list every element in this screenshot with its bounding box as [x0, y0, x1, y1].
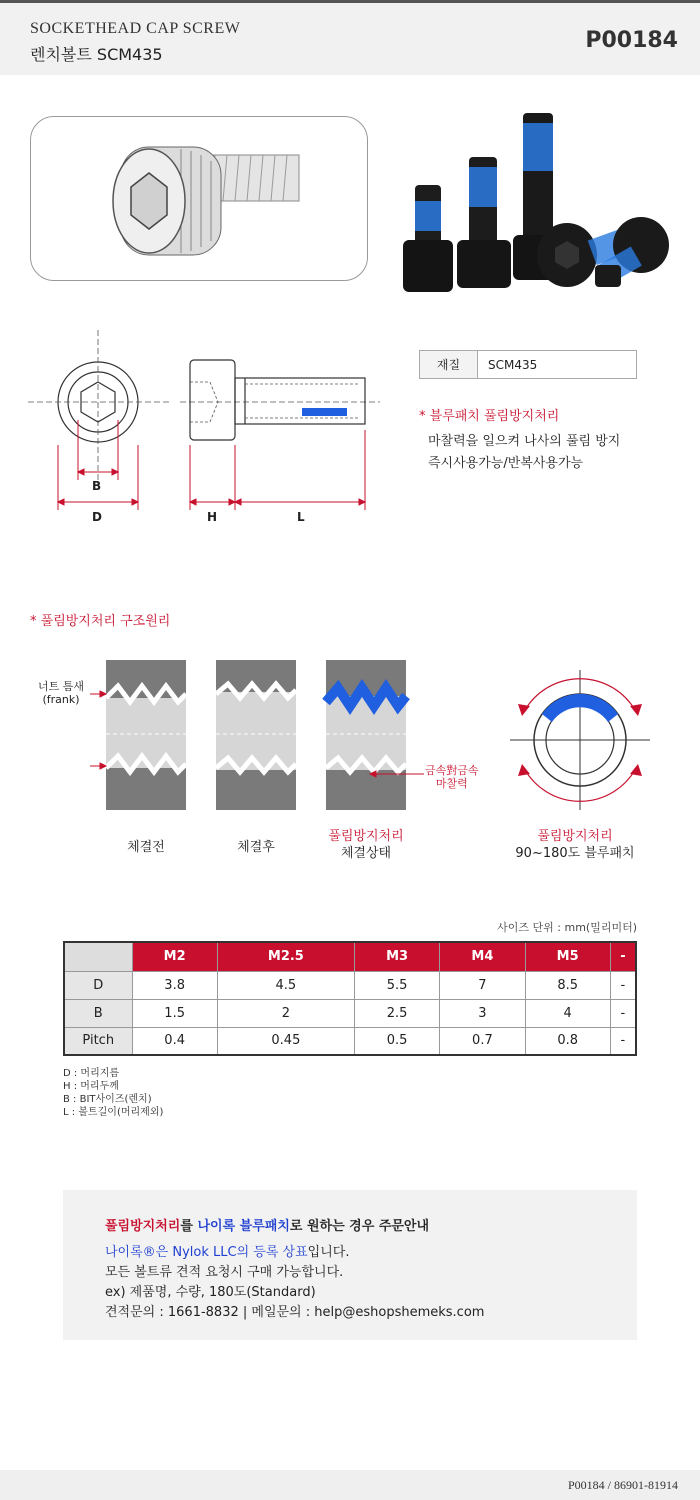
- col-header: M4: [440, 942, 525, 971]
- dim-label-b: B: [92, 479, 102, 493]
- table-cell: 0.8: [525, 1027, 610, 1055]
- dim-label-d: D: [92, 510, 102, 524]
- notice-trademark: 나이록®은 Nylok LLC의 등록 상표: [105, 1245, 308, 1260]
- table-cell: 0.45: [217, 1027, 354, 1055]
- panel-after: [216, 660, 296, 810]
- caption-locked: [316, 828, 416, 862]
- table-cell: 0.4: [132, 1027, 217, 1055]
- friction-label-1: 금속對금속: [425, 764, 479, 777]
- legend-l: L : 볼트길이(머리제외): [63, 1107, 164, 1118]
- row-header: D: [64, 971, 132, 999]
- nut-gap-label-2: (frank): [42, 693, 80, 706]
- dim-label-l: L: [297, 510, 305, 524]
- patch-note-title: * 블루패치 풀림방지처리: [419, 409, 560, 424]
- table-cell: 2.5: [354, 999, 439, 1027]
- blue-patch-mark: [302, 408, 347, 416]
- table-cell: 1.5: [132, 999, 217, 1027]
- col-header: M2.5: [217, 942, 354, 971]
- table-cell: 2: [217, 999, 354, 1027]
- notice-nylok-text: 나이록 블루패치: [197, 1219, 290, 1234]
- patch-note-line2: 즉시사용가능/반복사용가능: [428, 456, 584, 471]
- row-header: Pitch: [64, 1027, 132, 1055]
- table-row: [64, 971, 636, 999]
- dim-label-h: H: [207, 510, 218, 524]
- table-cell: 0.5: [354, 1027, 439, 1055]
- col-header: M3: [354, 942, 439, 971]
- panel-before: [106, 660, 186, 810]
- caption-locked-2: 체결상태: [340, 846, 392, 861]
- table-cell: -: [610, 971, 636, 999]
- title-korean: 렌치볼트 SCM435: [30, 45, 163, 64]
- size-unit: 사이즈 단위 : mm(밀리미터): [497, 921, 637, 934]
- table-cell: 0.7: [440, 1027, 525, 1055]
- product-code: P00184: [585, 28, 678, 53]
- legend-h: H : 머리두께: [63, 1081, 119, 1092]
- notice-text: 를: [180, 1219, 198, 1234]
- table-corner: [64, 942, 132, 971]
- product-illustration-frame: [30, 116, 368, 281]
- notice-lock-text: 풀림방지처리: [105, 1219, 181, 1234]
- head-side: [190, 360, 235, 440]
- caption-before: 체결전: [127, 840, 165, 855]
- legend-b: B : BIT사이즈(렌치): [63, 1094, 152, 1105]
- size-table: [63, 941, 637, 1056]
- table-cell: 7: [440, 971, 525, 999]
- table-cell: 8.5: [525, 971, 610, 999]
- section-title: * 풀림방지처리 구조원리: [30, 614, 171, 629]
- patch-circle-diagram: [510, 670, 650, 810]
- notice-line3: 모든 볼트류 견적 요청시 구매 가능합니다.: [105, 1265, 344, 1280]
- notice-line1: [105, 1215, 429, 1234]
- cap-screw-sketch: [31, 117, 369, 282]
- legend-d: D : 머리지름: [63, 1068, 120, 1079]
- notice-line4: ex) 제품명, 수량, 180도(Standard): [105, 1285, 316, 1300]
- caption-locked-1: 풀림방지처리: [328, 829, 404, 844]
- table-cell: 3: [440, 999, 525, 1027]
- col-header: M2: [132, 942, 217, 971]
- caption-patch-1: 풀림방지처리: [537, 829, 613, 844]
- caption-after: 체결후: [237, 840, 275, 855]
- friction-label: [425, 764, 479, 790]
- table-cell: 3.8: [132, 971, 217, 999]
- col-header: -: [610, 942, 636, 971]
- notice-text: 입니다.: [307, 1245, 350, 1260]
- nut-gap-label-1: 너트 틈새: [38, 680, 85, 693]
- row-header: B: [64, 999, 132, 1027]
- table-cell: 4: [525, 999, 610, 1027]
- caption-patch: [500, 828, 650, 862]
- caption-patch-2: 90~180도 블루패치: [515, 846, 635, 861]
- blue-patch: [469, 167, 497, 207]
- col-header: M5: [525, 942, 610, 971]
- notice-text: 로 원하는 경우 주문안내: [289, 1219, 430, 1234]
- table-cell: 4.5: [217, 971, 354, 999]
- table-cell: -: [610, 999, 636, 1027]
- table-cell: 5.5: [354, 971, 439, 999]
- table-cell: -: [610, 1027, 636, 1055]
- patch-note-line1: 마찰력을 일으켜 나사의 풀림 방지: [428, 434, 621, 449]
- shank-side: [235, 378, 365, 424]
- bolts-photo: [395, 105, 685, 305]
- footer-code: P00184 / 86901-81914: [567, 1478, 678, 1492]
- material-value: SCM435: [478, 351, 637, 379]
- material-table: [419, 350, 637, 379]
- table-row: [64, 999, 636, 1027]
- blue-patch: [523, 123, 553, 171]
- material-key: 재질: [420, 351, 478, 379]
- friction-label-2: 마찰력: [435, 777, 468, 790]
- thread-diagrams: [70, 650, 700, 820]
- table-row: [64, 1027, 636, 1055]
- notice-line2: [105, 1241, 349, 1260]
- panel-locked: [326, 660, 406, 810]
- notice-line5: 견적문의 : 1661-8832 | 메일문의 : help@eshopshemeks.com: [105, 1305, 485, 1320]
- technical-drawing: [20, 320, 400, 530]
- title-english: SOCKETHEAD CAP SCREW: [30, 20, 241, 37]
- blue-patch: [415, 201, 441, 231]
